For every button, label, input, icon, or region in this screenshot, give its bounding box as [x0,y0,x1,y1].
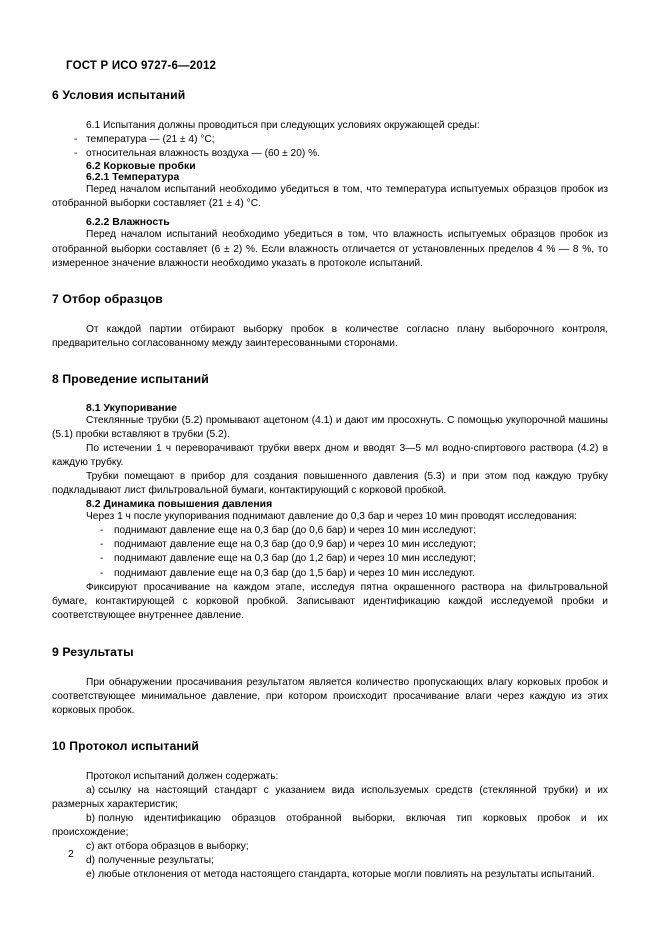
list-item-marker: e) [86,869,96,881]
list-item [52,524,608,538]
list-item [52,784,608,812]
environment-conditions-list [52,133,608,161]
spacer [52,351,608,372]
section-heading-8-2: 8.2 Динамика повышения давления [86,498,273,510]
dash-marker: - [100,524,104,536]
pressure-steps-list [52,524,608,582]
spacer [52,271,608,292]
dash-marker: - [100,553,104,565]
list-item [52,868,608,882]
paragraph-6-2-2: Перед началом испытаний необходимо убедиться в том, что влажность испытуемых образцов пробок из отобранной выборки составляет (6 ± 2) %. Если влажность отличается от установленных пределов 4 % — 8 %, то измеренное значение влажности необходимо указать в протоколе испытаний. [52,229,608,269]
section-heading-6-2: 6.2 Корковые пробки [86,161,196,173]
paragraph-8-2-2: Фиксируют просачивание на каждом этапе, исследуя пятна окрашенного раствора на фильтровальной бумаге, контактирующей с корковой пробкой. Записывают идентификацию каждой исследуемой пробки и соответствующее внутреннее давление. [52,582,608,622]
list-item [52,854,608,868]
paragraph-9-1: При обнаружении просачивания результатом является количество пропускающих влагу корковых пробок и соответствующее минимальное давление, при котором происходит просачивание влаги через каждую из этих корковых пробок. [52,676,608,716]
spacer [52,102,608,119]
paragraph-8-1-2: По истечении 1 ч переворачивают трубки вверх дном и вводят 3—5 мл водно-спиртового раствора (4.2) в каждую трубку. [52,443,608,469]
list-item-label: полную идентификацию образцов отобранной выборки, включая тип корковых пробок и их происхождение; [52,813,608,839]
paragraph-8-2-1: Через 1 ч после укупоривания поднимают давление до 0,3 бар и через 10 мин проводят исследования: [86,510,578,522]
list-item-label: поднимают давление еще на 0,3 бар (до 0,9 бар) и через 10 мин исследуют; [114,539,476,550]
dash-marker: - [100,539,104,550]
section-heading-10: 10 Протокол испытаний [52,738,199,753]
section-heading-8: 8 Проведение испытаний [52,371,209,386]
list-item [52,840,608,854]
list-item-label: поднимают давление еще на 0,3 бар (до 1,2 бар) и через 10 мин исследуют; [114,553,476,565]
report-contents-list [52,784,608,883]
list-item-label: температура — (21 ± 4) °C; [86,134,215,146]
list-item-marker: b) [86,813,96,825]
section-heading-7: 7 Отбор образцов [52,291,163,306]
paragraph-6-1: 6.1 Испытания должны проводиться при следующих условиях окружающей среды: [86,120,480,131]
dash-marker: - [74,148,78,160]
paragraph-8-1-1: Стеклянные трубки (5.2) промывают ацетоном (4.1) и дают им просохнуть. С помощью укупорочной машины (5.1) пробки вставляют в трубки (5.2). [52,414,608,441]
paragraph-7-1: От каждой партии отбирают выборку пробок в количестве согласно плану выборочного контроля, предварительно согласованному между заинтересованными сторонами. [52,323,608,349]
dash-marker: - [100,567,104,579]
list-item [52,812,608,840]
spacer [52,624,608,645]
paragraph-10-intro: Протокол испытаний должен содержать: [86,770,279,782]
section-heading-8-1: 8.1 Укупоривание [86,402,178,414]
paragraph-6-2-1: Перед началом испытаний необходимо убедиться в том, что температура испытуемых образцов пробок из отобранной выборки составляет (21 ± 4) °С. [52,184,608,210]
spacer [52,659,608,676]
section-heading-9: 9 Результаты [52,644,134,659]
list-item [52,552,608,566]
list-item-label: поднимают давление еще на 0,3 бар (до 0,6 бар) и через 10 мин исследуют; [114,524,476,536]
spacer [52,306,608,323]
spacer [52,753,608,770]
dash-marker: - [74,134,78,146]
section-heading-6: 6 Условия испытаний [52,88,186,102]
list-item-marker: c) [86,841,95,853]
spacer [52,386,608,403]
list-item-label: полученные результаты; [98,855,214,867]
list-item-marker: d) [86,855,96,867]
list-item-label: ссылку на настоящий стандарт с указанием вида используемых средств (стеклянной трубки) и их размерных характеристик; [52,784,608,810]
list-item-marker: a) [86,784,96,796]
section-heading-6-2-2: 6.2.2 Влажность [86,217,170,229]
document-header-standard-number: ГОСТ Р ИСО 9727-6—2012 [66,60,217,72]
paragraph-8-1-3: Трубки помещают в прибор для создания повышенного давления (5.3) и при этом под каждую трубку подкладывают лист фильтровальной бумаги, контактирующий с корковой пробкой. [52,471,608,497]
list-item-label: относительная влажность воздуха — (60 ± 20) %. [86,148,320,160]
list-item [52,133,608,147]
list-item-label: любые отклонения от метода настоящего стандарта, которые могли повлиять на результаты испытаний. [98,869,595,881]
list-item [52,567,608,581]
section-heading-6-2-1: 6.2.1 Температура [86,172,180,184]
spacer [52,718,608,739]
list-item-label: акт отбора образцов в выборку; [97,841,249,853]
page-number: 2 [68,848,74,860]
list-item [52,147,608,161]
list-item-label: поднимают давление еще на 0,3 бар (до 1,5 бар) и через 10 мин исследуют. [114,567,475,579]
document-body [52,88,608,883]
list-item [52,538,608,552]
